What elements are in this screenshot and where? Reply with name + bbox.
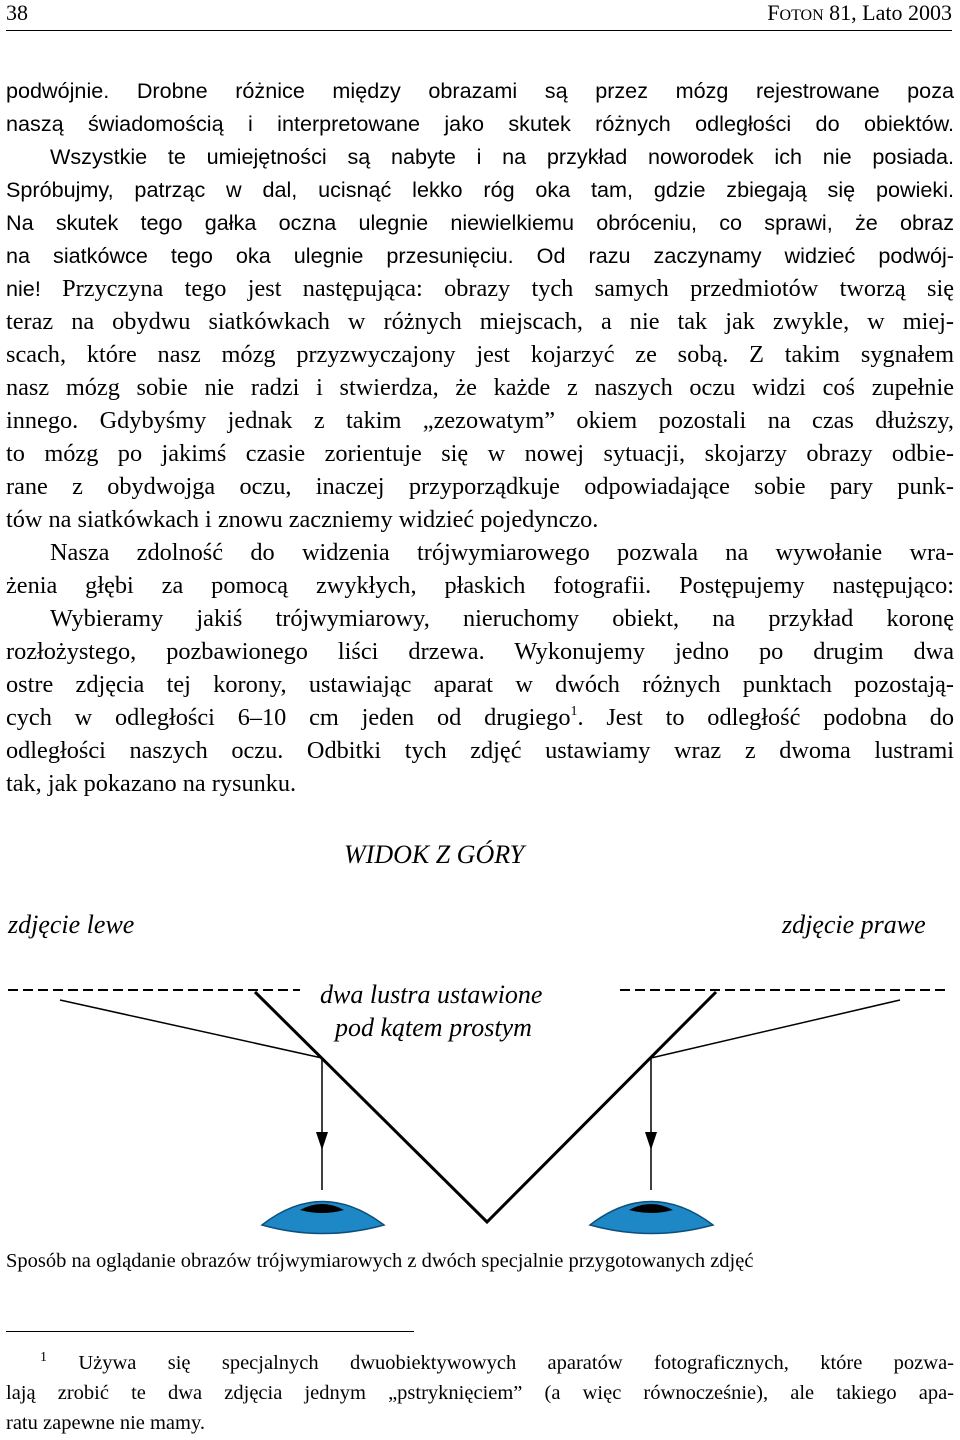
footnote-line: lają zrobić te dwa zdjęcia jednym „pstryknięciem” (a więc równocześnie), ale takiego apa- bbox=[6, 1382, 954, 1404]
left-light-path-horizontal bbox=[60, 1000, 322, 1058]
text-line: Nasza zdolność do widzenia trójwymiarowego pozwala na wywołanie wra- bbox=[50, 539, 954, 566]
journal-issue: 81, Lato 2003 bbox=[829, 0, 952, 25]
mirrors bbox=[255, 992, 716, 1222]
text-line: Spróbujmy, patrząc w dal, ucisnąć lekko róg oka tam, gdzie zbiegają się powieki. bbox=[6, 177, 954, 202]
text-line: Na skutek tego gałka oczna ulegnie niewielkiemu obróceniu, co sprawi, że obraz bbox=[6, 210, 954, 235]
left-eye-icon bbox=[262, 1202, 384, 1234]
figure-caption: Sposób na oglądanie obrazów trójwymiarowych z dwóch specjalnie przygotowanych zdjęć bbox=[6, 1250, 754, 1272]
text-line: to mózg po jakimś czasie zorientuje się w nowej sytuacji, skojarzy obrazy odbie- bbox=[6, 440, 954, 467]
text-line: podwójnie. Drobne różnice między obrazami są przez mózg rejestrowane poza bbox=[6, 78, 954, 103]
arrow-head-right bbox=[645, 1132, 657, 1150]
text-fragment-serif: Przyczyna tego jest następująca: obrazy tych samych przedmiotów tworzą się bbox=[40, 275, 954, 302]
mirror-label-line-1: dwa lustra ustawione bbox=[320, 980, 543, 1009]
text-line: rozłożystego, pozbawionego liści drzewa. Wykonujemy jedno po drugim dwa bbox=[6, 638, 954, 665]
journal-initial: F bbox=[767, 0, 780, 25]
journal-name-rest: OTON bbox=[779, 7, 824, 24]
text-line: ostre zdjęcia tej korony, ustawiając aparat w dwóch różnych punktach pozostają- bbox=[6, 671, 954, 698]
text-line: teraz na obydwu siatkówkach w różnych miejscach, a nie tak jak zwykle, w miej- bbox=[6, 308, 954, 335]
footnote-line: ratu zapewne nie mamy. bbox=[6, 1412, 206, 1434]
text-line: naszą świadomością i interpretowane jako skutek różnych odległości do obiektów. bbox=[6, 111, 954, 136]
footnote-separator bbox=[6, 1331, 414, 1332]
footnote-text: Używa się specjalnych dwuobiektywowych aparatów fotograficznych, które pozwa- bbox=[78, 1352, 955, 1374]
text-fragment: . Jest to odległość podobna do bbox=[577, 704, 954, 731]
text-line: Wszystkie te umiejętności są nabyte i na przykład noworodek ich nie posiada. bbox=[50, 144, 954, 169]
right-photo-label: zdjęcie prawe bbox=[782, 910, 926, 939]
text-line: scach, które nasz mózg przyzwyczajony jest kojarzyć ze sobą. Z takim sygnałem bbox=[6, 341, 954, 368]
arrow-head-left bbox=[316, 1132, 328, 1150]
right-eye-icon bbox=[590, 1202, 713, 1234]
footnote-mark: 1 bbox=[40, 1350, 47, 1365]
right-light-path-horizontal bbox=[651, 1000, 900, 1058]
text-line: tów na siatkówkach i znowu zaczniemy widzieć pojedynczo. bbox=[6, 506, 599, 533]
text-line: na siatkówce tego oka ulegnie przesunięciu. Od razu zaczynamy widzieć podwój- bbox=[6, 243, 954, 268]
text-line: żenia głębi za pomocą zwykłych, płaskich fotografii. Postępujemy następująco: bbox=[6, 572, 954, 599]
text-line: nasz mózg sobie nie radzi i stwierdza, że każde z naszych oczu widzi coś zupełnie bbox=[6, 374, 954, 401]
text-fragment-sans: nie! bbox=[6, 276, 41, 301]
footnote-reference: 1 bbox=[570, 704, 578, 719]
text-line: tak, jak pokazano na rysunku. bbox=[6, 770, 297, 797]
left-photo-label: zdjęcie lewe bbox=[8, 910, 135, 939]
text-line: Wybieramy jakiś trójwymiarowy, nieruchomy obiekt, na przykład koronę bbox=[50, 605, 954, 632]
footnote-line bbox=[40, 1348, 954, 1378]
text-line: innego. Gdybyśmy jednak z takim „zezowatym” okiem pozostali na czas dłuższy, bbox=[6, 407, 954, 434]
mirror-label-line-2: pod kątem prostym bbox=[335, 1013, 532, 1042]
text-line: rane z obydwojga oczu, inaczej przyporządkuje odpowiadające sobie pary punk- bbox=[6, 473, 954, 500]
figure-title: WIDOK Z GÓRY bbox=[344, 840, 525, 869]
page-number: 38 bbox=[6, 0, 28, 25]
text-fragment: cych w odległości 6–10 cm jeden od drugiego bbox=[6, 704, 571, 731]
text-line: odległości naszych oczu. Odbitki tych zdjęć ustawiamy wraz z dwoma lustrami bbox=[6, 737, 954, 764]
